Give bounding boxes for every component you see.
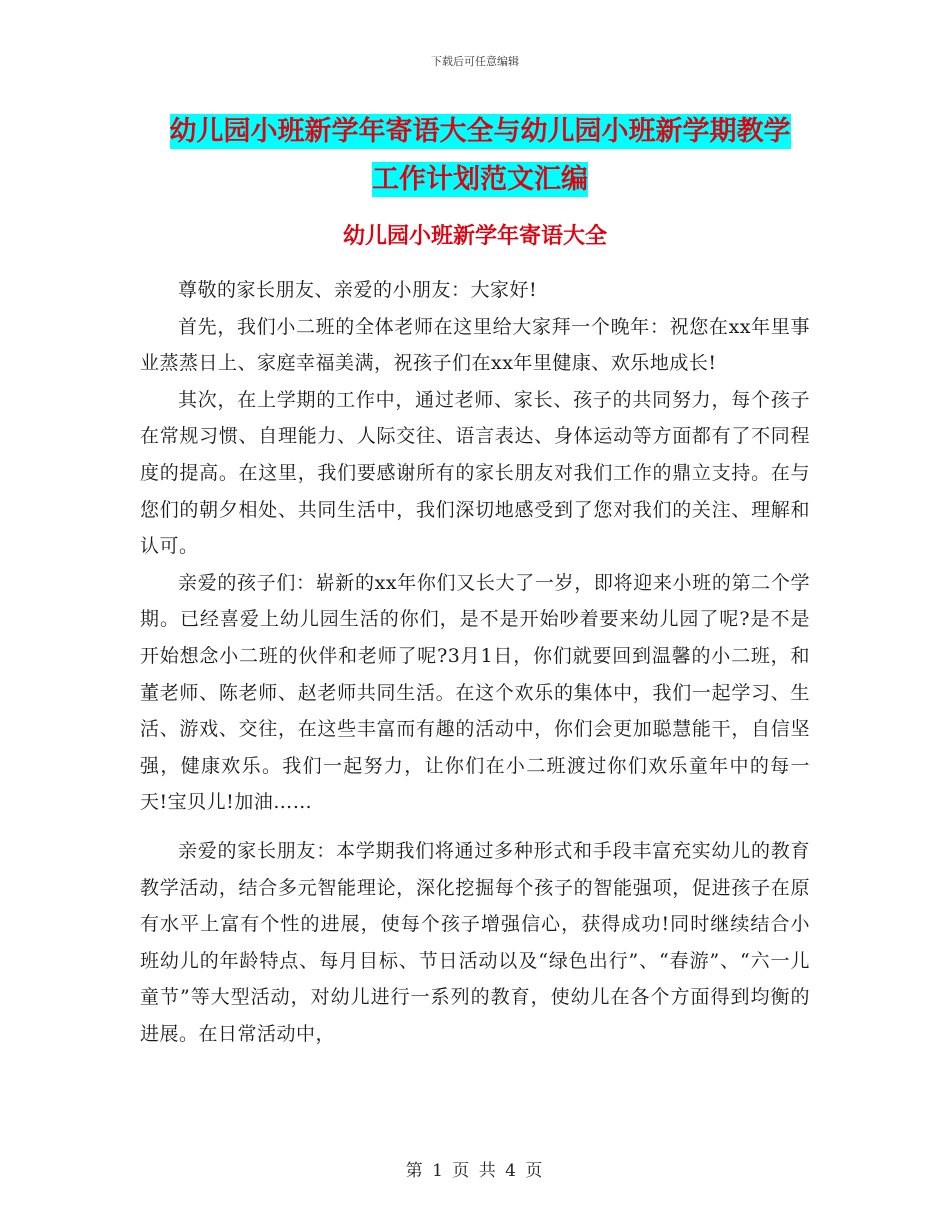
header-note: 下载后可任意编辑 (431, 55, 519, 68)
paragraph-new-year-wish: 首先，我们小二班的全体老师在这里给大家拜一个晚年：祝您在xx年里事业蒸蒸日上、家庭幸福美满，祝孩子们在xx年里健康、欢乐地成长! (140, 315, 810, 375)
paragraph-greeting: 尊敬的家长朋友、亲爱的小朋友：大家好! (178, 279, 538, 301)
title-line-2: 工作计划范文汇编 (372, 164, 588, 195)
body-text (140, 272, 810, 1052)
paragraph-to-children: 亲爱的孩子们：崭新的xx年你们又长大了一岁，即将迎来小班的第二个学期。已经喜爱上幼儿园生活的你们，是不是开始吵着要来幼儿园了呢?是不是开始想念小二班的伙伴和老师了呢?3月1日，你们就要回到温馨的小二班，和董老师、陈老师、赵老师共同生活。在这个欢乐的集体中，我们一起学习、生活、游戏、交往，在这些丰富而有趣的活动中，你们会更加聪慧能干，自信坚强，健康欢乐。我们一起努力，让你们在小二班渡过你们欢乐童年中的每一天!宝贝儿!加油…… (140, 571, 810, 814)
paragraph-to-parents: 亲爱的家长朋友：本学期我们将通过多种形式和手段丰富充实幼儿的教育教学活动，结合多元智能理论，深化挖掘每个孩子的智能强项，促进孩子在原有水平上富有个性的进展，使每个孩子增强信心，获得成功!同时继续结合小班幼儿的年龄特点、每月目标、节日活动以及“绿色出行”、“春游”、“六一儿童节”等大型活动，对幼儿进行一系列的教育，使幼儿在各个方面得到均衡的进展。在日常活动中， (140, 839, 810, 1045)
page-footer: 第 1 页 共 4 页 (405, 1161, 545, 1181)
title-line-1: 幼儿园小班新学年寄语大全与幼儿园小班新学期教学 (169, 116, 791, 147)
section-title: 幼儿园小班新学年寄语大全 (342, 223, 607, 249)
paragraph-thanks: 其次，在上学期的工作中，通过老师、家长、孩子的共同努力，每个孩子在常规习惯、自理能力、人际交往、语言表达、身体运动等方面都有了不同程度的提高。在这里，我们要感谢所有的家长朋友对我们工作的鼎立支持。在与您们的朝夕相处、共同生活中，我们深切地感受到了您对我们的关注、理解和认可。 (140, 388, 810, 558)
document-title (140, 108, 820, 204)
